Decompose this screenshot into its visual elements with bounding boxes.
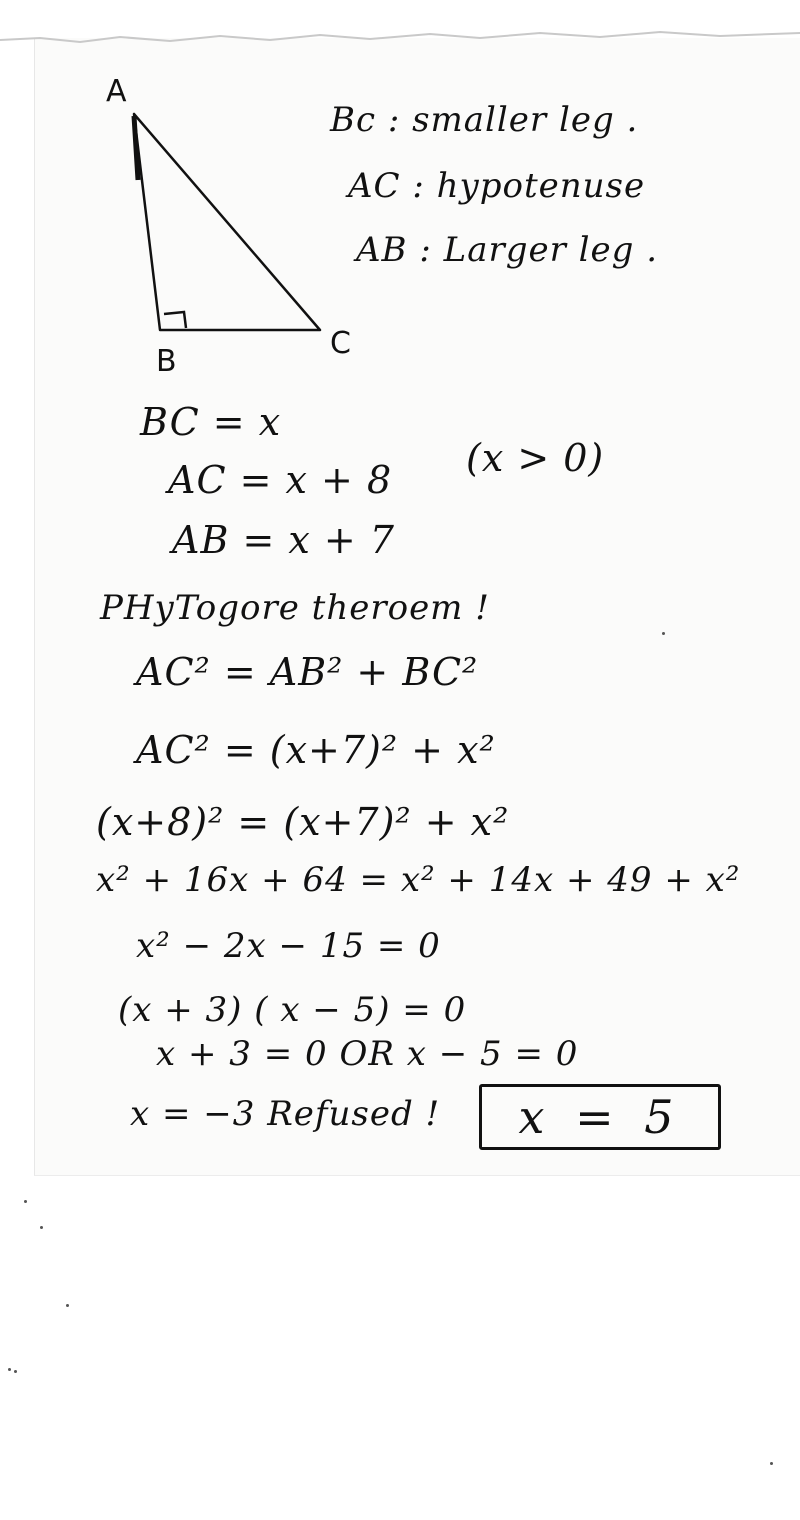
step-5: x² − 2x − 15 = 0 bbox=[136, 926, 441, 966]
final-answer-box: x = 5 bbox=[479, 1084, 721, 1150]
vertex-b-label: B bbox=[156, 344, 178, 379]
scan-speck bbox=[8, 1368, 11, 1371]
step-1: AC² = AB² + BC² bbox=[136, 650, 479, 694]
given-ac: AC = x + 8 bbox=[168, 458, 393, 502]
step-6: (x + 3) ( x − 5) = 0 bbox=[118, 990, 467, 1030]
scan-speck bbox=[66, 1304, 69, 1307]
given-bc: BC = x bbox=[140, 400, 282, 444]
given-ab: AB = x + 7 bbox=[172, 518, 395, 562]
vertex-a-label: A bbox=[106, 74, 128, 109]
torn-paper-edge bbox=[0, 18, 800, 58]
scan-speck bbox=[40, 1226, 43, 1229]
step-7: x + 3 = 0 OR x − 5 = 0 bbox=[156, 1034, 579, 1074]
right-triangle-figure bbox=[120, 90, 340, 350]
theorem-heading: PHyTogore theroem ! bbox=[100, 588, 490, 628]
definition-bc: Bc : smaller leg . bbox=[330, 100, 639, 140]
step-2: AC² = (x+7)² + x² bbox=[136, 728, 496, 772]
scan-speck bbox=[24, 1200, 27, 1203]
vertex-c-label: C bbox=[330, 326, 352, 361]
step-3: (x+8)² = (x+7)² + x² bbox=[96, 800, 510, 844]
rejected-root: x = −3 Refused ! bbox=[130, 1094, 441, 1134]
definition-ac: AC : hypotenuse bbox=[348, 166, 646, 206]
given-condition: (x > 0) bbox=[466, 436, 605, 480]
step-4: x² + 16x + 64 = x² + 14x + 49 + x² bbox=[96, 860, 741, 900]
definition-ab: AB : Larger leg . bbox=[356, 230, 659, 270]
scan-speck bbox=[14, 1370, 17, 1373]
scan-speck bbox=[662, 632, 665, 635]
scan-speck bbox=[770, 1462, 773, 1465]
right-angle-marker bbox=[164, 312, 186, 328]
